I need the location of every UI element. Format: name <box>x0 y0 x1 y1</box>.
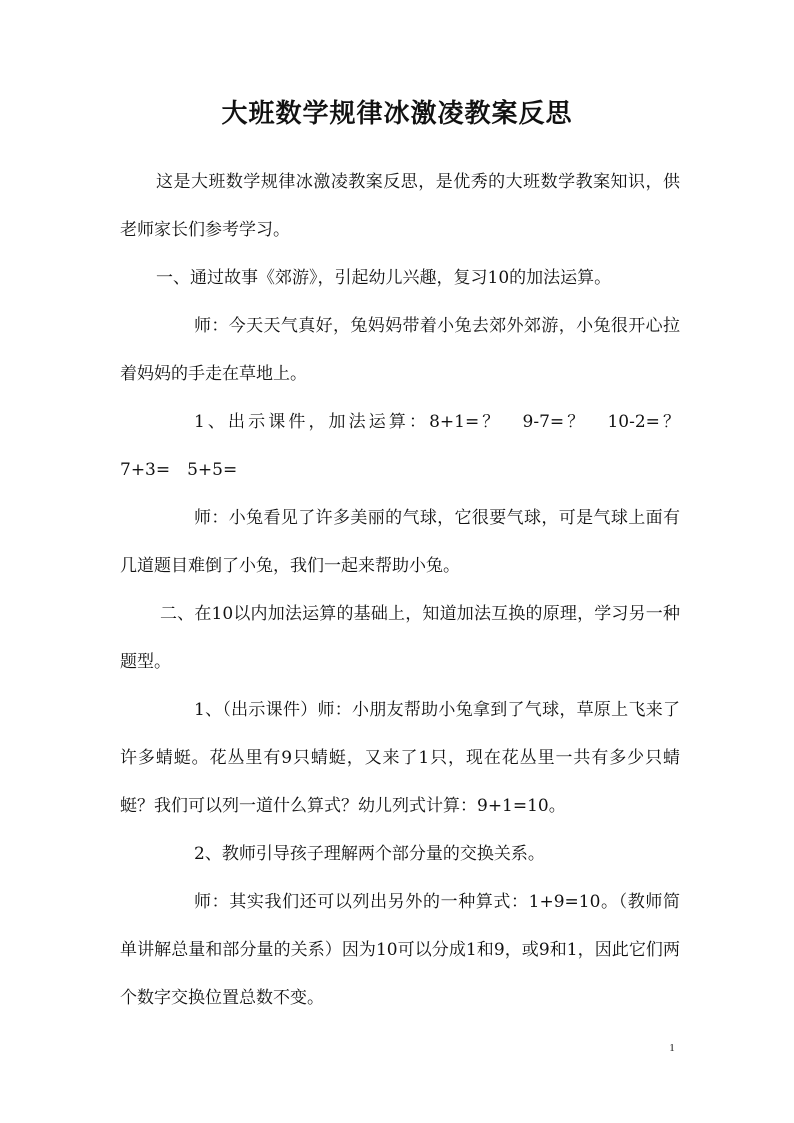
document-title: 大班数学规律冰激凌教案反思 <box>221 99 573 129</box>
paragraph-teacher-explanation: 师：其实我们还可以列出另外的一种算式：1+9=10。（教师简单讲解总量和部分量的关系）因为10可以分成1和9，或9和1，因此它们两个数字交换位置总数不变。 <box>120 892 680 1008</box>
document-body <box>120 158 697 1022</box>
paragraph-section-one: 一、通过故事《郊游》，引起幼儿兴趣，复习10的加法运算。 <box>156 268 612 288</box>
paragraph-teacher-story: 师：今天天气真好，兔妈妈带着小兔去郊外郊游，小兔很开心拉着妈妈的手走在草地上。 <box>120 316 680 384</box>
page-number: 1 <box>669 1042 675 1054</box>
paragraph-exchange-relation: 2、教师引导孩子理解两个部分量的交换关系。 <box>194 844 545 864</box>
paragraph-teacher-balloons: 师：小兔看见了许多美丽的气球，它很要气球，可是气球上面有几道题目难倒了小兔，我们一起来帮助小兔。 <box>120 508 680 576</box>
paragraph-dragonflies: 1、（出示课件）师：小朋友帮助小兔拿到了气球，草原上飞来了许多蜻蜓。花丛里有9只蜻蜓，又来了1只，现在花丛里一共有多少只蜻蜓？我们可以列一道什么算式？幼儿列式计算：9+1=10。 <box>120 700 680 816</box>
paragraph-addition-exercise: 1、出示课件，加法运算：8+1=？ 9-7=？ 10-2=？ 7+3= 5+5= <box>120 412 697 480</box>
paragraph-section-two: 二、在10以内加法运算的基础上，知道加法互换的原理，学习另一种题型。 <box>120 604 680 672</box>
paragraph-intro: 这是大班数学规律冰激凌教案反思，是优秀的大班数学教案知识，供老师家长们参考学习。 <box>120 172 680 240</box>
